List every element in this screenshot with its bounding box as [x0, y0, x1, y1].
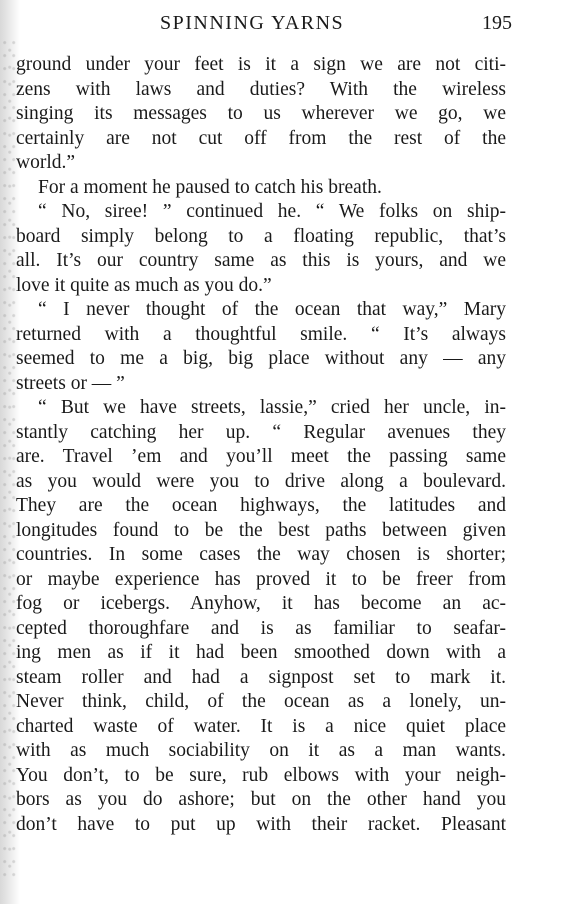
text-line: ground under your feet is it a sign we are not citi- [16, 54, 506, 75]
text-line: love it quite as much as you do.” [16, 274, 272, 296]
running-header [0, 12, 588, 40]
text-line: steam roller and had a signpost set to mark it. [16, 666, 506, 688]
text-line: as you would were you to drive along a boulevard. [16, 470, 506, 492]
text-line: are. Travel ’em and you’ll meet the passing same [16, 446, 506, 467]
text-line: seemed to me a big, big place without any — any [16, 348, 506, 369]
text-line: longitudes found to be the best paths between given [16, 519, 506, 541]
page-number: 195 [482, 12, 512, 34]
text-line: or maybe experience has proved it to be freer from [16, 568, 506, 590]
text-line: singing its messages to us wherever we go, we [16, 103, 506, 124]
text-line: bors as you do ashore; but on the other hand you [16, 789, 506, 810]
text-line: returned with a thoughtful smile. “ It’s always [16, 323, 506, 345]
text-line: streets or — ” [16, 372, 125, 394]
text-line: You don’t, to be sure, rub elbows with your neigh- [16, 764, 506, 786]
text-line: all. It’s our country same as this is yours, and we [16, 250, 506, 271]
text-line: “ But we have streets, lassie,” cried her uncle, in- [38, 397, 506, 418]
text-line: certainly are not cut off from the rest of the [16, 127, 506, 149]
scan-speckle [2, 40, 16, 880]
body-text [16, 53, 506, 837]
text-line: board simply belong to a floating republic, that’s [16, 225, 506, 247]
text-line: For a moment he paused to catch his breath. [38, 176, 382, 198]
text-line: stantly catching her up. “ Regular avenues they [16, 421, 506, 443]
text-line: They are the ocean highways, the latitudes and [16, 495, 506, 516]
text-line: “ I never thought of the ocean that way,” Mary [38, 299, 506, 320]
text-line: fog or icebergs. Anyhow, it has become an ac- [16, 593, 506, 614]
running-title: SPINNING YARNS [160, 12, 345, 34]
text-line: world.” [16, 152, 76, 173]
text-line: ing men as if it had been smoothed down with a [16, 642, 506, 663]
text-line: don’t have to put up with their racket. Pleasant [16, 813, 506, 835]
text-line: charted waste of water. It is a nice quiet place [16, 715, 506, 737]
text-line: Never think, child, of the ocean as a lonely, un- [16, 691, 506, 712]
text-line: countries. In some cases the way chosen is shorter; [16, 544, 506, 565]
text-line: cepted thoroughfare and is as familiar to seafar- [16, 617, 506, 639]
text-line: zens with laws and duties? With the wireless [16, 78, 506, 100]
text-line: “ No, siree! ” continued he. “ We folks on ship- [38, 201, 506, 222]
text-line: with as much sociability on it as a man wants. [16, 740, 506, 761]
